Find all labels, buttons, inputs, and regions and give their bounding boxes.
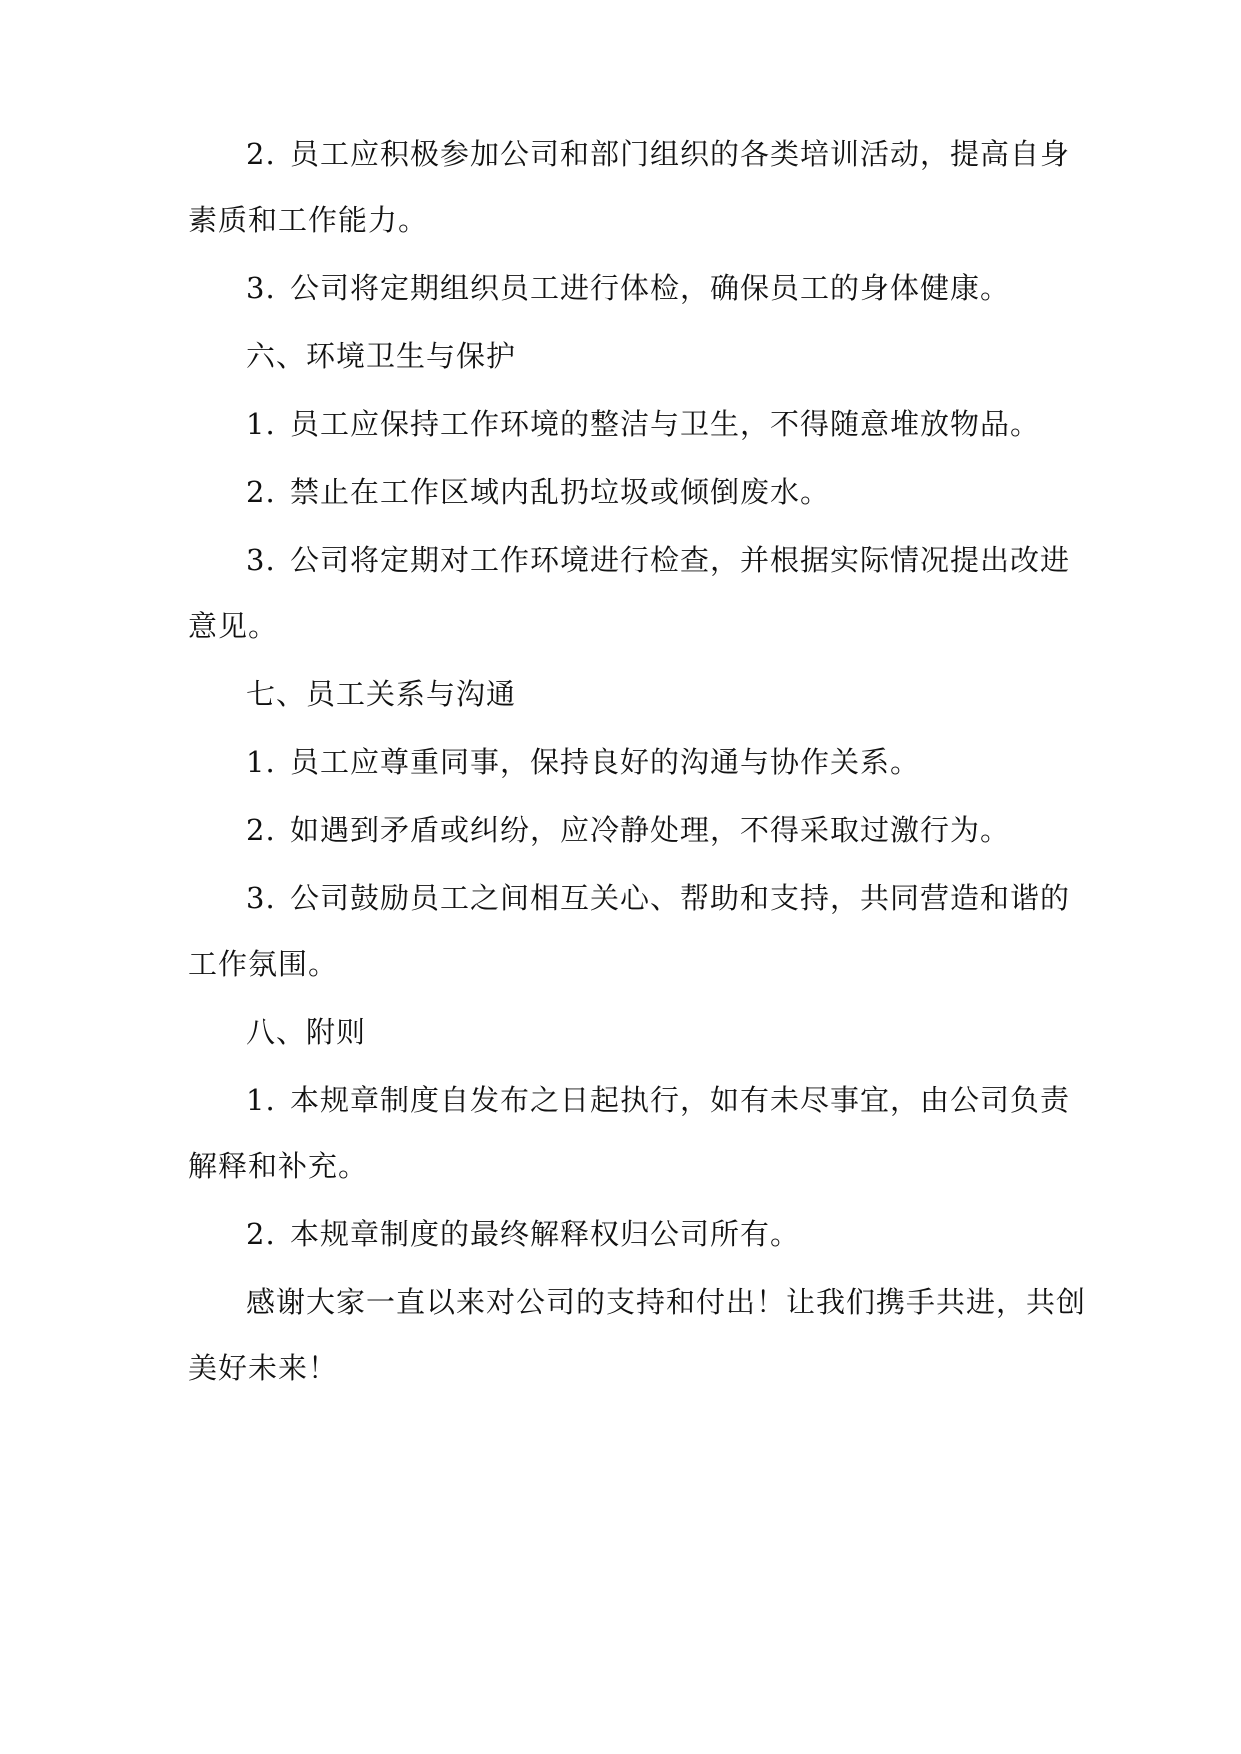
item-text: 如遇到矛盾或纠纷，应冷静处理，不得采取过激行为。 xyxy=(290,813,1011,847)
list-item xyxy=(246,404,1058,444)
item-number: 1. xyxy=(246,745,276,779)
item-text: 本规章制度自发布之日起执行，如有未尽事宜，由公司负责 xyxy=(290,1083,1071,1117)
item-number: 2. xyxy=(246,813,276,847)
paragraph-continuation: 工作氛围。 xyxy=(188,947,339,981)
paragraph-continuation: 素质和工作能力。 xyxy=(188,203,429,237)
list-item xyxy=(246,1214,1058,1254)
list-item xyxy=(246,810,1058,850)
item-text: 员工应保持工作环境的整洁与卫生，不得随意堆放物品。 xyxy=(290,407,1041,441)
list-item xyxy=(246,1080,1071,1120)
closing-paragraph: 感谢大家一直以来对公司的支持和付出！让我们携手共进，共创 xyxy=(246,1285,1087,1319)
item-number: 3. xyxy=(246,543,276,577)
item-text: 本规章制度的最终解释权归公司所有。 xyxy=(290,1217,801,1251)
section-heading: 六、环境卫生与保护 xyxy=(246,339,517,373)
list-item xyxy=(246,134,1071,174)
item-number: 3. xyxy=(246,881,276,915)
paragraph-continuation: 美好未来！ xyxy=(188,1351,339,1385)
item-text: 员工应尊重同事，保持良好的沟通与协作关系。 xyxy=(290,745,921,779)
list-item xyxy=(246,472,1058,512)
item-text: 公司鼓励员工之间相互关心、帮助和支持，共同营造和谐的 xyxy=(290,881,1071,915)
list-item xyxy=(246,878,1071,918)
item-number: 2. xyxy=(246,1217,276,1251)
item-text: 公司将定期对工作环境进行检查，并根据实际情况提出改进 xyxy=(290,543,1071,577)
item-number: 2. xyxy=(246,475,276,509)
item-number: 1. xyxy=(246,1083,276,1117)
list-item xyxy=(246,268,1058,308)
item-number: 3. xyxy=(246,271,276,305)
list-item xyxy=(246,742,1058,782)
item-number: 2. xyxy=(246,137,276,171)
paragraph-continuation: 意见。 xyxy=(188,609,279,643)
section-heading: 八、附则 xyxy=(246,1015,367,1049)
paragraph-continuation: 解释和补充。 xyxy=(188,1149,369,1183)
list-item xyxy=(246,540,1071,580)
item-text: 禁止在工作区域内乱扔垃圾或倾倒废水。 xyxy=(290,475,831,509)
section-heading: 七、员工关系与沟通 xyxy=(246,677,517,711)
item-text: 公司将定期组织员工进行体检，确保员工的身体健康。 xyxy=(290,271,1011,305)
item-text: 员工应积极参加公司和部门组织的各类培训活动，提高自身 xyxy=(290,137,1071,171)
item-number: 1. xyxy=(246,407,276,441)
